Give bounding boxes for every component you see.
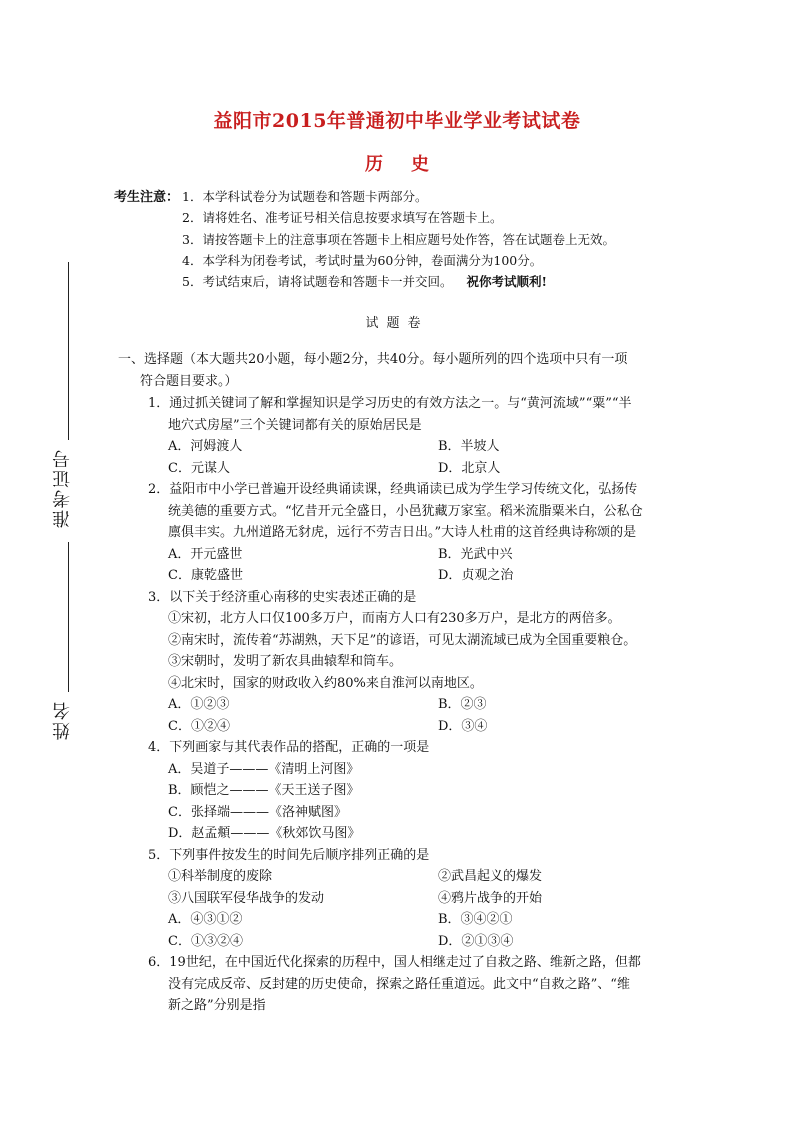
binding-line-middle [68, 542, 69, 692]
part-one-heading [118, 349, 698, 392]
part-heading-line: 符合题目要求。） [140, 373, 238, 389]
option-a: A．吴道子———《清明上河图》 [168, 761, 360, 777]
notice-item: 4．本学科为闭卷考试，考试时量为60分钟，卷面满分为100分。 [182, 252, 543, 268]
question-3-statement: ③宋朝时，发明了新农具曲辕犁和筒车。 [168, 654, 403, 669]
option-a: A．河姆渡人 [168, 439, 243, 454]
option-c: C．康乾盛世 [168, 568, 243, 583]
question-6-stem: 新之路”分别是指 [168, 998, 266, 1013]
option-d: D．③④ [438, 718, 488, 734]
notice-item [182, 271, 702, 292]
option-b: B．③④②① [438, 912, 513, 927]
option-a: A．开元盛世 [168, 546, 243, 562]
option-b: B．②③ [438, 697, 487, 712]
question-2-stem: 2．益阳市中小学已普遍开设经典诵读课，经典诵读已成为学生学习传统文化，弘扬传 [148, 482, 638, 497]
question-1-stem: 地穴式房屋”三个关键词都有关的原始居民是 [168, 417, 422, 433]
binding-line-top [68, 262, 69, 440]
part-heading-line: 一、选择题（本大题共20小题，每小题2分，共40分。每小题所列的四个选项中只有一项 [118, 352, 628, 367]
question-1-options [148, 458, 693, 480]
option-c: C．元谋人 [168, 460, 230, 476]
option-b: B．光武中兴 [438, 546, 513, 562]
question-3-statement: ②南宋时，流传着“苏湖熟，天下足”的谚语，可见太湖流域已成为全国重要粮仓。 [168, 632, 637, 648]
event-4: ④鸦片战争的开始 [438, 890, 543, 906]
good-luck-text: 祝你考试顺利! [466, 274, 547, 290]
notice-item: 3．请按答题卡上的注意事项在答题卡上相应题号处作答，答在试题卷上无效。 [182, 231, 615, 247]
option-b: B．顾恺之———《天王送子图》 [168, 783, 360, 798]
event-1: ①科举制度的废除 [168, 869, 273, 884]
question-2-options [148, 544, 693, 566]
question-2-options [148, 565, 693, 587]
question-6-stem: 没有完成反帝、反封建的历史使命，探索之路任重道远。此文中“自救之路”、“维 [168, 976, 630, 992]
question-4-stem: 4．下列画家与其代表作品的搭配，正确的一项是 [148, 740, 430, 755]
question-3-statement: ④北宋时，国家的财政收入约80%来自淮河以南地区。 [168, 675, 483, 691]
name-label: 姓名 [52, 700, 73, 740]
option-c: C．①③②④ [168, 933, 243, 949]
question-5-events [148, 888, 693, 910]
option-a: A．①②③ [168, 697, 230, 712]
question-3-stem: 3．以下关于经济重心南移的史实表述正确的是 [148, 589, 417, 605]
notice-item: 2．请将姓名、准考证号相关信息按要求填写在答题卡上。 [182, 210, 503, 226]
exam-title: 益阳市2015年普通初中毕业学业考试试卷 [213, 110, 581, 132]
option-b: B．半坡人 [438, 439, 500, 454]
event-2: ②武昌起义的爆发 [438, 869, 543, 884]
question-6-stem: 6．19世纪，在中国近代化探索的历程中，国人相继走过了自救之路、维新之路，但都 [148, 955, 641, 970]
question-2-stem: 廪俱丰实。九州道路无豺虎，远行不劳吉日出。”大诗人杜甫的这首经典诗称颂的是 [168, 525, 637, 540]
option-c: C．张择端———《洛神赋图》 [168, 804, 347, 820]
option-d: D．②①③④ [438, 933, 514, 949]
question-3-options [148, 694, 693, 716]
question-5-options [148, 931, 693, 953]
question-5-options [148, 909, 693, 931]
option-d: D．赵孟頫———《秋郊饮马图》 [168, 826, 361, 841]
notice-item: 1．本学科试卷分为试题卷和答题卡两部分。 [182, 189, 428, 204]
question-3-options [148, 716, 693, 738]
exam-id-label: 准考证号 [52, 448, 73, 528]
option-d: D．北京人 [438, 460, 501, 476]
subject-title: 历史 [365, 154, 457, 175]
notice-label: 考生注意： [114, 190, 180, 205]
section-title: 试题卷 [365, 316, 429, 331]
question-1-options [148, 436, 693, 458]
option-a: A．④③①② [168, 912, 243, 927]
question-1-stem: 1．通过抓关键词了解和掌握知识是学习历史的有效方法之一。与“黄河流域”“粟”“半 [148, 396, 632, 411]
question-5-stem: 5．下列事件按发生的时间先后顺序排列正确的是 [148, 847, 430, 863]
option-c: C．①②④ [168, 718, 230, 734]
option-d: D．贞观之治 [438, 568, 514, 583]
event-3: ③八国联军侵华战争的发动 [168, 890, 325, 906]
question-list [148, 393, 693, 1017]
notice-list [182, 186, 702, 292]
question-3-statement: ①宋初，北方人口仅100多万户，而南方人口有230多万户，是北方的两倍多。 [168, 611, 621, 626]
question-5-events [148, 866, 693, 888]
question-2-stem: 统美德的重要方式。“忆昔开元全盛日，小邑犹藏万家室。稻米流脂粟米白，公私仓 [168, 503, 643, 519]
notice-item-text: 5．考试结束后，请将试题卷和答题卡一并交回。 [182, 274, 453, 290]
